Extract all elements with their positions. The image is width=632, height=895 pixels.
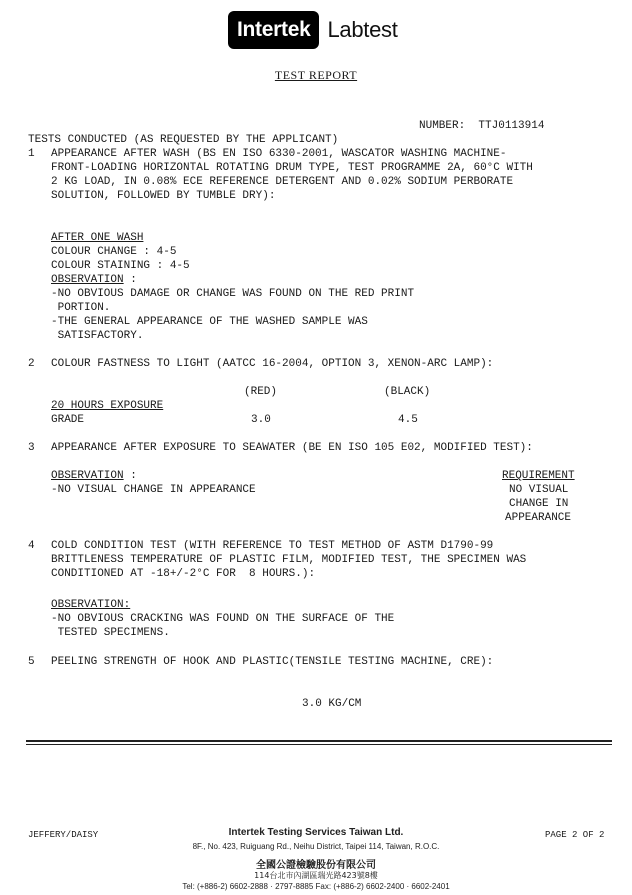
grade-label: GRADE: [51, 414, 85, 426]
section-1-line: APPEARANCE AFTER WASH (BS EN ISO 6330-2001, WASCATOR WASHING MACHINE-: [51, 148, 507, 160]
company-name: Intertek Testing Services Taiwan Ltd.: [228, 827, 404, 838]
requirement-heading: REQUIREMENT: [502, 470, 575, 482]
observation-line: -NO OBVIOUS DAMAGE OR CHANGE WAS FOUND ON THE RED PRINT: [51, 288, 415, 300]
report-number: [419, 119, 544, 133]
logo-labtest: Labtest: [327, 17, 398, 42]
section-number: 2: [28, 358, 35, 370]
section-4-line: COLD CONDITION TEST (WITH REFERENCE TO TEST METHOD OF ASTM D1790-99: [51, 540, 494, 552]
signatory: JEFFERY/DAISY: [28, 830, 99, 840]
section-number: 5: [28, 656, 35, 668]
observation-line: PORTION.: [51, 302, 111, 314]
section-number: 3: [28, 442, 35, 454]
report-number-value: TTJ0113914: [478, 120, 545, 132]
grade-black-value: 4.5: [398, 414, 418, 426]
section-1-line: 2 KG LOAD, IN 0.08% ECE REFERENCE DETERGENT AND 0.02% SODIUM PERBORATE: [51, 176, 514, 188]
section-3-line: APPEARANCE AFTER EXPOSURE TO SEAWATER (BE EN ISO 105 E02, MODIFIED TEST):: [51, 442, 533, 454]
column-red: (RED): [244, 386, 278, 398]
section-5-line: PEELING STRENGTH OF HOOK AND PLASTIC(TENSILE TESTING MACHINE, CRE):: [51, 656, 494, 668]
observation-line: -NO OBVIOUS CRACKING WAS FOUND ON THE SURFACE OF THE: [51, 613, 395, 625]
colour-change: COLOUR CHANGE : 4-5: [51, 246, 177, 258]
section-4-line: BRITTLENESS TEMPERATURE OF PLASTIC FILM, MODIFIED TEST, THE SPECIMEN WAS: [51, 554, 527, 566]
observation-heading: [51, 469, 137, 483]
requirement-line: CHANGE IN: [509, 498, 569, 510]
observation-colon: :: [123, 470, 137, 482]
observation-label: OBSERVATION: [51, 470, 124, 482]
observation-line: SATISFACTORY.: [51, 330, 144, 342]
logo-intertek: Intertek: [228, 11, 319, 49]
section-1-line: FRONT-LOADING HORIZONTAL ROTATING DRUM TYPE, TEST PROGRAMME 2A, 60°C WITH: [51, 162, 533, 174]
section-1-line: SOLUTION, FOLLOWED BY TUMBLE DRY):: [51, 190, 276, 202]
observation-line: -THE GENERAL APPEARANCE OF THE WASHED SAMPLE WAS: [51, 316, 368, 328]
exposure-heading: 20 HOURS EXPOSURE: [51, 400, 164, 412]
company-address-chinese: 114台北市內湖區瑞光路423號8樓: [254, 871, 378, 880]
page-number: PAGE 2 OF 2: [545, 830, 605, 840]
observation-heading: OBSERVATION:: [51, 599, 131, 611]
observation-heading: [51, 273, 137, 287]
requirement-line: APPEARANCE: [505, 512, 572, 524]
intertek-labtest-logo: [228, 11, 398, 49]
company-contact: Tel: (+886-2) 6602-2888 · 2797-8885 Fax: (+886-2) 6602-2400 · 6602-2401: [182, 882, 450, 891]
section-number: 4: [28, 540, 35, 552]
report-number-label: NUMBER:: [419, 120, 466, 132]
requirement-line: NO VISUAL: [509, 484, 569, 496]
column-black: (BLACK): [384, 386, 431, 398]
company-address: 8F., No. 423, Ruiguang Rd., Neihu District, Taipei 114, Taiwan, R.O.C.: [192, 842, 440, 851]
observation-line: -NO VISUAL CHANGE IN APPEARANCE: [51, 484, 256, 496]
section-2-line: COLOUR FASTNESS TO LIGHT (AATCC 16-2004, OPTION 3, XENON-ARC LAMP):: [51, 358, 494, 370]
company-name-chinese: 全國公證檢驗股份有限公司: [256, 860, 376, 871]
colour-staining: COLOUR STAINING : 4-5: [51, 260, 190, 272]
after-one-wash-heading: AFTER ONE WASH: [51, 232, 144, 244]
peeling-strength-value: 3.0 KG/CM: [302, 698, 362, 710]
report-title: TEST REPORT: [274, 68, 358, 82]
observation-label: OBSERVATION: [51, 274, 124, 286]
divider-rule: [26, 740, 612, 742]
divider-rule: [26, 744, 612, 745]
tests-intro: TESTS CONDUCTED (AS REQUESTED BY THE APPLICANT): [28, 134, 339, 146]
observation-line: TESTED SPECIMENS.: [51, 627, 170, 639]
grade-red-value: 3.0: [251, 414, 271, 426]
section-4-line: CONDITIONED AT -18+/-2°C FOR 8 HOURS.):: [51, 568, 316, 580]
observation-colon: :: [123, 274, 137, 286]
section-number: 1: [28, 148, 35, 160]
